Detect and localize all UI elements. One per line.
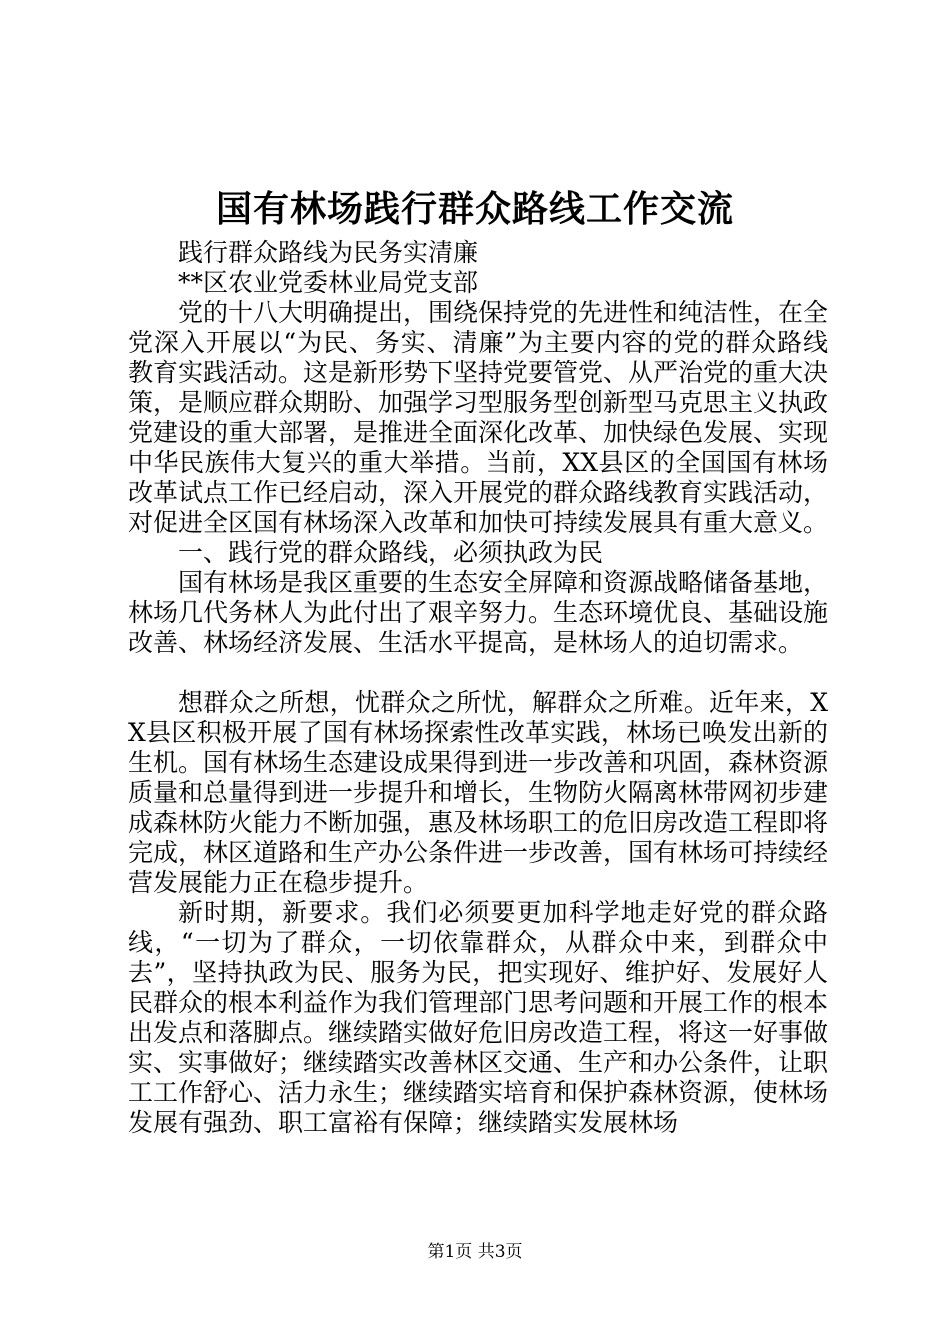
document-title: 国有林场践行群众路线工作交流 xyxy=(215,188,734,230)
document-body xyxy=(128,238,828,1138)
body-paragraph: 国有林场是我区重要的生态安全屏障和资源战略储备基地，林场几代务林人为此付出了艰辛努力。生态环境优良、基础设施改善、林场经济发展、生活水平提高，是林场人的迫切需求。 xyxy=(128,568,829,657)
page-footer: 第1页 共3页 xyxy=(427,1242,523,1262)
subtitle-line: 践行群众路线为民务实清廉 xyxy=(178,238,479,267)
section-heading: 一、践行党的群众路线，必须执政为民 xyxy=(178,538,604,567)
body-paragraph: 党的十八大明确提出，围绕保持党的先进性和纯洁性，在全党深入开展以“为民、务实、清廉”为主要内容的党的群众路线教育实践活动。这是新形势下坚持党要管党、从严治党的重大决策，是顺应群众期盼、加强学习型服务型创新型马克思主义执政党建设的重大部署，是推进全面深化改革、加快绿色发展、实现中华民族伟大复兴的重大举措。当前，XX县区的全国国有林场改革试点工作已经启动，深入开展党的群众路线教育实践活动，对促进全区国有林场深入改革和加快可持续发展具有重大意义。 xyxy=(128,298,829,537)
body-paragraph: 想群众之所想，忧群众之所忧，解群众之所难。近年来，XX县区积极开展了国有林场探索性改革实践，林场已唤发出新的生机。国有林场生态建设成果得到进一步改善和巩固，森林资源质量和总量得到进一步提升和增长，生物防火隔离林带网初步建成森林防火能力不断加强，惠及林场职工的危旧房改造工程即将完成，林区道路和生产办公条件进一步改善，国有林场可持续经营发展能力正在稳步提升。 xyxy=(128,688,829,897)
body-paragraph: 新时期，新要求。我们必须要更加科学地走好党的群众路线，“一切为了群众，一切依靠群众，从群众中来，到群众中去”，坚持执政为民、服务为民，把实现好、维护好、发展好人民群众的根本利益作为我们管理部门思考问题和开展工作的根本出发点和落脚点。继续踏实做好危旧房改造工程，将这一好事做实、实事做好；继续踏实改善林区交通、生产和办公条件，让职工工作舒心、活力永生；继续踏实培育和保护森林资源，使林场发展有强劲、职工富裕有保障；继续踏实发展林场 xyxy=(128,898,829,1137)
author-line: **区农业党委林业局党支部 xyxy=(178,268,479,297)
